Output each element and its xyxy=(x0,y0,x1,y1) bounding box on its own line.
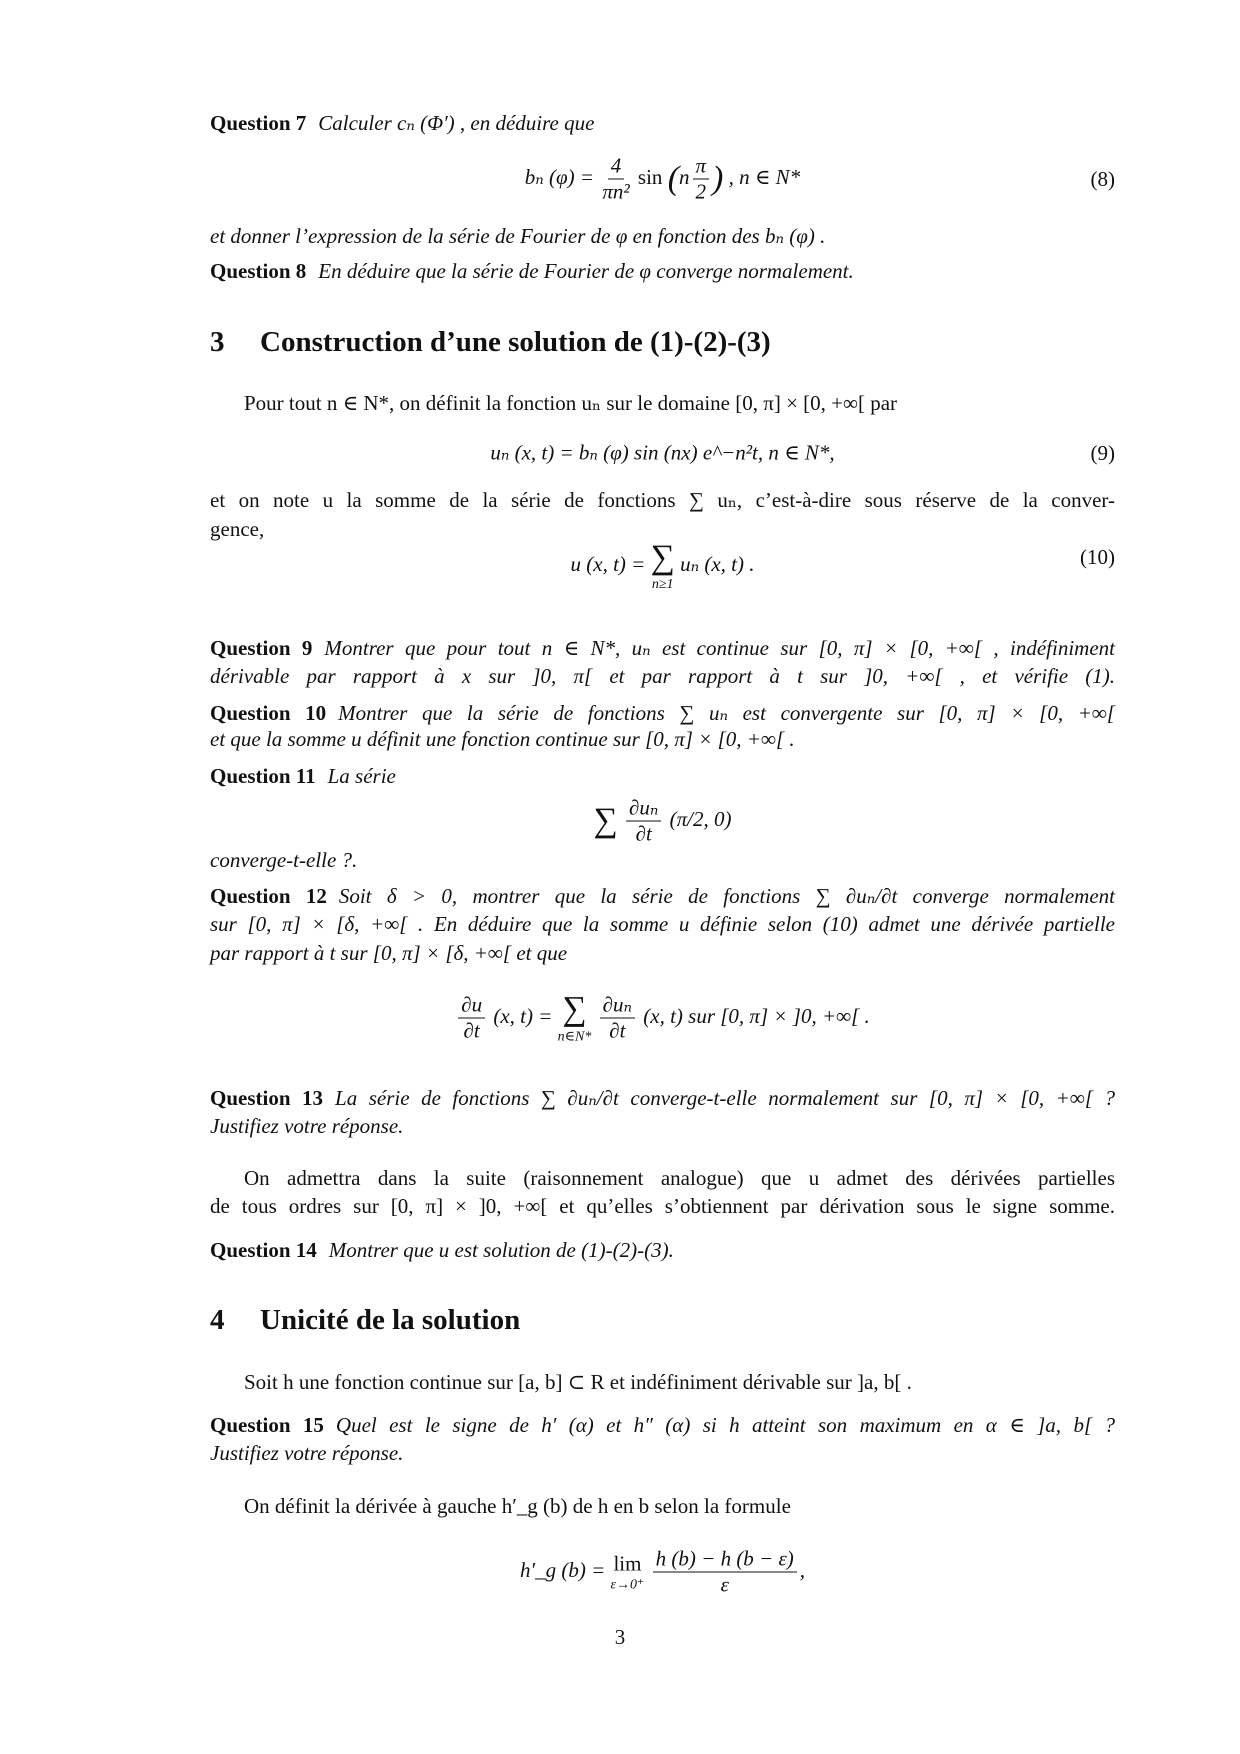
equation-left-derivative xyxy=(210,1547,1115,1598)
paragraph: On définit la dérivée à gauche h′_g (b) de h en b selon la formule xyxy=(244,1494,791,1518)
question-label: Question 10 xyxy=(210,701,327,725)
paren: ( xyxy=(667,160,680,197)
fraction xyxy=(653,1547,797,1598)
question-label: Question 12 xyxy=(210,884,327,908)
eq-lhs: bₙ (φ) = xyxy=(524,164,595,189)
sum-symbol: ∑ xyxy=(562,990,587,1028)
equation-number: (10) xyxy=(1080,545,1115,569)
question-label: Question 11 xyxy=(210,764,316,788)
numerator: π xyxy=(693,154,710,180)
sum xyxy=(651,539,675,593)
question-text: La série xyxy=(327,764,396,788)
denominator: ∂t xyxy=(609,1018,626,1043)
fraction xyxy=(458,993,485,1044)
fraction xyxy=(600,993,635,1044)
equation-q11 xyxy=(210,796,1115,847)
equation-number: (9) xyxy=(1090,441,1115,465)
paren: ) xyxy=(712,160,724,197)
question-text: Montrer que la série de fonctions ∑ uₙ est convergente sur [0, π] × [0, +∞[ xyxy=(338,701,1116,725)
question-text-cont: sur [0, π] × [δ, +∞[ . En déduire que la somme u définie selon (10) admet une dérivée partielle xyxy=(210,912,1115,936)
question-text: Calculer cₙ (Φ′) , en déduire que xyxy=(318,111,595,135)
paragraph: On admettra dans la suite (raisonnement analogue) que u admet des dérivées partielles xyxy=(244,1166,1115,1190)
fraction xyxy=(602,154,629,205)
question-text-cont: et que la somme u définit une fonction continue sur [0, π] × [0, +∞[ . xyxy=(210,727,795,751)
sum-symbol: ∑ xyxy=(650,539,675,576)
question-7 xyxy=(210,109,594,137)
comma: , xyxy=(799,1557,805,1582)
section-title: Construction d’une solution de (1)-(2)-(3) xyxy=(260,326,771,358)
equation-q12 xyxy=(210,991,1115,1046)
question-text: Quel est le signe de h′ (α) et h″ (α) si h atteint son maximum en α ∈ ]a, b[ ? xyxy=(335,1413,1115,1437)
question-14 xyxy=(210,1236,674,1264)
question-text-cont: dérivable par rapport à x sur ]0, π[ et par rapport à t sur ]0, +∞[ , et vérifie (1). xyxy=(210,664,1115,688)
question-text: La série de fonctions ∑ ∂uₙ/∂t converge-t-elle normalement sur [0, π] × [0, +∞[ ? xyxy=(335,1086,1116,1110)
eq-rhs: uₙ (x, t) . xyxy=(680,551,755,576)
denominator: ∂t xyxy=(635,821,652,846)
sum xyxy=(558,991,592,1046)
question-13 xyxy=(210,1084,1115,1112)
question-label: Question 14 xyxy=(210,1238,317,1262)
denominator: 2 xyxy=(695,179,707,204)
equation-8 xyxy=(210,154,1115,205)
question-text-cont: par rapport à t sur [0, π] × [δ, +∞[ et que xyxy=(210,941,568,965)
question-label: Question 9 xyxy=(210,636,313,660)
question-text-cont: Justifiez votre réponse. xyxy=(210,1441,404,1465)
numerator: ∂u xyxy=(458,993,485,1019)
section-heading-3 xyxy=(210,324,771,360)
question-12 xyxy=(210,882,1115,910)
question-11 xyxy=(210,762,396,790)
question-text: En déduire que la série de Fourier de φ converge normalement. xyxy=(318,259,854,283)
eq-tail: , n ∈ N* xyxy=(728,164,801,189)
question-10 xyxy=(210,699,1115,727)
paragraph: et on note u la somme de la série de fonctions ∑ uₙ, c’est-à-dire sous réserve de la conver- xyxy=(210,488,1115,512)
numerator: h (b) − h (b − ε) xyxy=(653,1547,797,1573)
eq-lhs: h′_g (b) = xyxy=(519,1557,606,1582)
fraction xyxy=(693,154,710,205)
denominator: πn² xyxy=(602,179,630,204)
eq-mid: (x, t) = xyxy=(493,1003,553,1028)
paragraph: gence, xyxy=(210,517,265,541)
question-label: Question 13 xyxy=(210,1086,324,1110)
paragraph: de tous ordres sur [0, π] × ]0, +∞[ et qu’elles s’obtiennent par dérivation sous le signe somme. xyxy=(210,1194,1115,1218)
numerator: 4 xyxy=(608,154,625,180)
section-heading-4 xyxy=(210,1302,520,1338)
equation-9: uₙ (x, t) = bₙ (φ) sin (nx) e^−n²t, n ∈ N*, xyxy=(490,440,835,465)
eq-tail: (π/2, 0) xyxy=(669,806,732,831)
numerator: ∂uₙ xyxy=(600,993,635,1019)
equation-10 xyxy=(210,539,1115,593)
fraction xyxy=(626,796,661,847)
question-text-cont: Justifiez votre réponse. xyxy=(210,1114,404,1138)
paragraph: et donner l’expression de la série de Fourier de φ en fonction des bₙ (φ) . xyxy=(210,224,826,248)
sum-index: n≥1 xyxy=(651,577,674,592)
section-title: Unicité de la solution xyxy=(260,1304,521,1336)
question-text-cont: converge-t-elle ?. xyxy=(210,848,358,872)
question-text: Soit δ > 0, montrer que la série de fonctions ∑ ∂uₙ/∂t converge normalement xyxy=(338,884,1115,908)
n: n xyxy=(679,164,690,189)
sin: sin xyxy=(637,164,663,189)
question-9 xyxy=(210,634,1115,662)
limit-sub: ε→0⁺ xyxy=(610,1577,645,1592)
sum-symbol: ∑ xyxy=(593,802,618,839)
question-text: Montrer que pour tout n ∈ N*, uₙ est continue sur [0, π] × [0, +∞[ , indéfiniment xyxy=(324,636,1115,660)
equation-number: (8) xyxy=(1090,167,1115,191)
denominator: ε xyxy=(720,1572,729,1597)
question-label: Question 15 xyxy=(210,1413,324,1437)
question-label: Question 7 xyxy=(210,111,307,135)
section-number: 3 xyxy=(210,326,225,358)
limit xyxy=(611,1551,645,1593)
denominator: ∂t xyxy=(463,1018,480,1043)
page-number: 3 xyxy=(614,1625,626,1649)
eq-tail: (x, t) sur [0, π] × ]0, +∞[ . xyxy=(643,1003,870,1028)
question-label: Question 8 xyxy=(210,259,307,283)
question-8 xyxy=(210,257,854,285)
sum-index: n∈N* xyxy=(557,1029,592,1045)
question-text: Montrer que u est solution de (1)-(2)-(3). xyxy=(328,1238,674,1262)
section-number: 4 xyxy=(210,1304,225,1336)
numerator: ∂uₙ xyxy=(626,796,661,822)
question-15 xyxy=(210,1411,1115,1439)
paragraph: Pour tout n ∈ N*, on définit la fonction uₙ sur le domaine [0, π] × [0, +∞[ par xyxy=(244,391,898,415)
eq-lhs: u (x, t) = xyxy=(570,551,646,576)
paragraph: Soit h une fonction continue sur [a, b] ⊂ R et indéfiniment dérivable sur ]a, b[ . xyxy=(244,1370,912,1394)
lim: lim xyxy=(613,1551,642,1575)
